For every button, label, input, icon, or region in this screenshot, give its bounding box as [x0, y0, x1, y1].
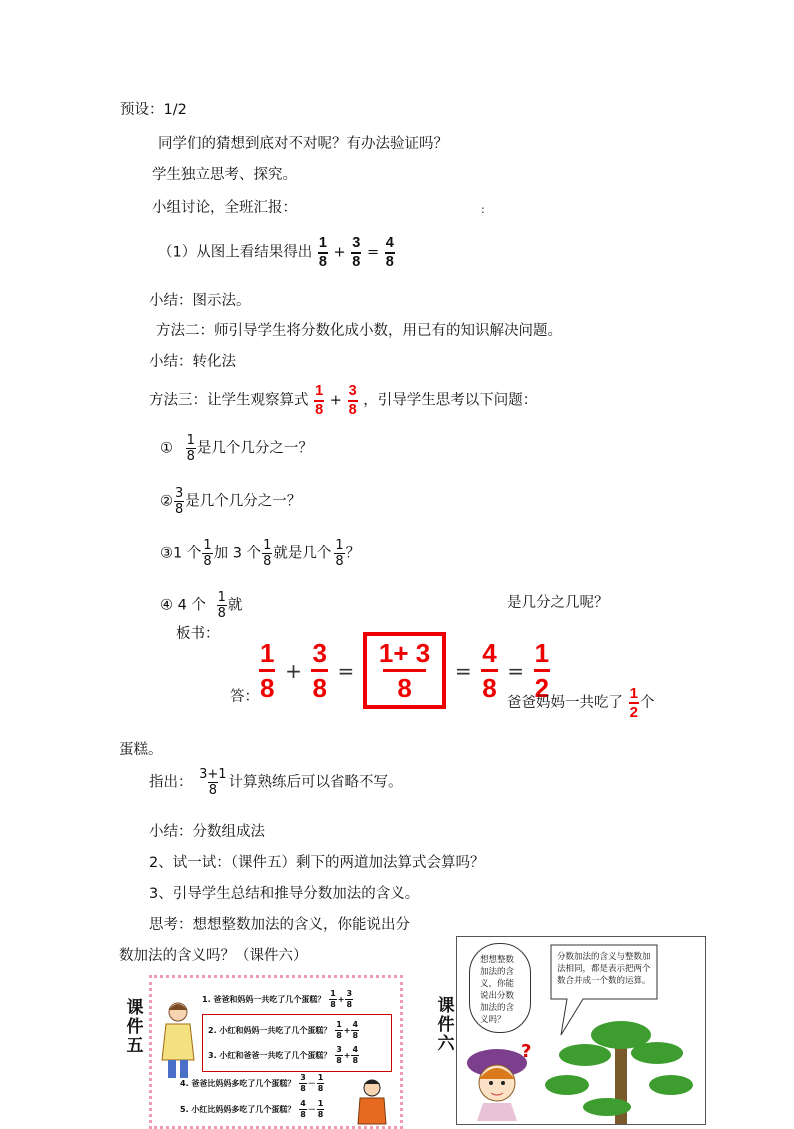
plus-sign: +	[329, 392, 342, 409]
fraction-1-8: $\frac{1}{8}$	[203, 538, 212, 569]
answer-text: 爸爸妈妈一共吃了	[507, 695, 623, 711]
question-1-text: 是几个几分之一？	[196, 440, 313, 457]
plus-sign: +	[285, 658, 302, 683]
question-1	[160, 434, 313, 463]
equals-sign: =	[454, 658, 472, 683]
answer-end: 个	[639, 695, 655, 711]
kj5-question-4: 4. 爸爸比妈妈多吃了几个蛋糕？ $\frac{3}{8}$ － $\frac{1}{8}$	[180, 1073, 324, 1093]
fraction-1-plus-3-over-8: $\frac{1+ 3}{8}$	[378, 638, 431, 703]
fraction-3-8: $\frac{3}{8}$	[175, 486, 184, 517]
fraction-1-2: $\frac{1}{2}$	[534, 638, 550, 703]
fraction-1-8: $\frac{1}{8}$	[318, 235, 327, 270]
question-4-suffix: 就	[227, 597, 243, 614]
fraction-1-8: $\frac{1}{8}$	[315, 383, 324, 418]
courseware-6-panel	[456, 936, 706, 1125]
question-3	[160, 539, 360, 568]
plus-sign: +	[333, 244, 346, 261]
note-prefix: 指出：	[149, 774, 193, 791]
fraction-1-8: $\frac{1}{8}$	[335, 538, 344, 569]
question-4-tail: 是几分之几呢？	[507, 595, 609, 611]
boxed-fraction	[363, 632, 446, 709]
equals-sign: =	[507, 658, 525, 683]
cake-word: 蛋糕。	[119, 742, 163, 758]
question-3-mid2: 就是几个	[273, 545, 332, 562]
question-4	[160, 591, 242, 620]
paragraph-discuss: 小组讨论，全班汇报：	[152, 200, 297, 216]
think-line-1: 思考：想想整数加法的含义，你能说出分	[149, 917, 410, 933]
question-3-mid1: 加 3 个	[213, 545, 262, 562]
question-mark-icon: ?	[521, 1041, 532, 1062]
question-3-lead: ③1 个	[160, 545, 202, 562]
derive-meaning: 3、引导学生总结和推导分数加法的含义。	[149, 886, 420, 902]
paragraph-verify: 同学们的猜想到底对不对呢？有办法验证吗？	[158, 136, 448, 152]
equals-sign: =	[366, 244, 380, 261]
method-two: 方法二：师引导学生将分数化成小数，用已有的知识解决问题。	[156, 323, 562, 339]
question-mark-1: ①	[160, 440, 173, 457]
fraction-4-8: $\frac{4}{8}$	[482, 638, 497, 703]
equals-sign: =	[337, 658, 355, 683]
answer-label: 答：	[230, 689, 259, 705]
kj5-question-5: 5. 小红比妈妈多吃了几个蛋糕？ $\frac{4}{8}$ － $\frac{1}{8}$	[180, 1099, 324, 1119]
question-4-lead: ④ 4 个	[160, 597, 206, 614]
summary-compose: 小结：分数组成法	[149, 824, 265, 840]
fraction-1-8: $\frac{1}{8}$	[263, 538, 272, 569]
kj5-question-1: 1. 爸爸和妈妈一共吃了几个蛋糕？ $\frac{1}{8}$ + $\frac{3}{8}$	[202, 989, 353, 1009]
courseware-6-label: 课 件 六	[437, 996, 455, 1054]
thought-bubble-text: 想想整数加法的含义，你能说出分数加法的含义吗？	[480, 955, 515, 1025]
fraction-1-8: $\frac{1}{8}$	[186, 433, 195, 464]
fraction-1-2: $\frac{1}{2}$	[629, 685, 638, 721]
courseware-5-panel	[149, 975, 403, 1129]
board-label: 板书：	[176, 626, 220, 642]
speech-bubble-text: 分数加法的含义与整数加法相同，都是表示把两个数合并成一个数的运算。	[557, 952, 651, 986]
method-three	[149, 384, 537, 417]
fraction-1-8: $\frac{1}{8}$	[217, 590, 226, 621]
note-line	[149, 768, 403, 797]
kj5-question-3: 3. 小红和爸爸一共吃了几个蛋糕？ $\frac{3}{8}$ + $\frac{4}{8}$	[208, 1045, 359, 1065]
question-mark-2: ②	[160, 493, 173, 510]
stray-colon: :	[481, 203, 485, 216]
paragraph-explore: 学生独立思考、探究。	[152, 167, 297, 183]
question-2	[160, 487, 301, 516]
note-suffix: 计算熟练后可以省略不写。	[228, 774, 403, 791]
preset-line: 预设：1/2	[120, 102, 187, 118]
summary-convert: 小结：转化法	[149, 354, 236, 370]
thought-bubble	[469, 943, 531, 1033]
fraction-3-8: $\frac{3}{8}$	[312, 638, 327, 703]
question-3-end: ？	[345, 545, 361, 562]
fraction-4-8: $\frac{4}{8}$	[385, 235, 394, 270]
summary-graph: 小结：图示法。	[149, 293, 251, 309]
fraction-1-8: $\frac{1}{8}$	[260, 638, 275, 703]
item-graph-result	[158, 236, 396, 269]
fraction-3-8: $\frac{3}{8}$	[348, 383, 357, 418]
mother-figure-icon	[158, 1000, 198, 1080]
think-line-2: 数加法的含义吗？（课件六）	[119, 948, 308, 964]
courseware-5-label: 课 件 五	[126, 998, 144, 1056]
method-three-suffix: ，引导学生思考以下问题：	[363, 392, 538, 409]
answer-sentence	[507, 686, 654, 720]
question-2-text: 是几个几分之一？	[185, 493, 302, 510]
try-it: 2、试一试：（课件五）剩下的两道加法算式会算吗？	[149, 855, 485, 871]
fraction-3plus1-over-8: $\frac{3+1}{8}$	[199, 767, 227, 798]
boy-figure-icon	[352, 1078, 392, 1126]
method-three-text: 方法三：让学生观察算式	[149, 392, 309, 409]
kj5-question-2: 2. 小红和妈妈一共吃了几个蛋糕？ $\frac{1}{8}$ + $\frac{4}{8}$	[208, 1020, 359, 1040]
item-graph-text: （1）从图上看结果得出	[158, 244, 313, 261]
fraction-3-8: $\frac{3}{8}$	[352, 235, 361, 270]
